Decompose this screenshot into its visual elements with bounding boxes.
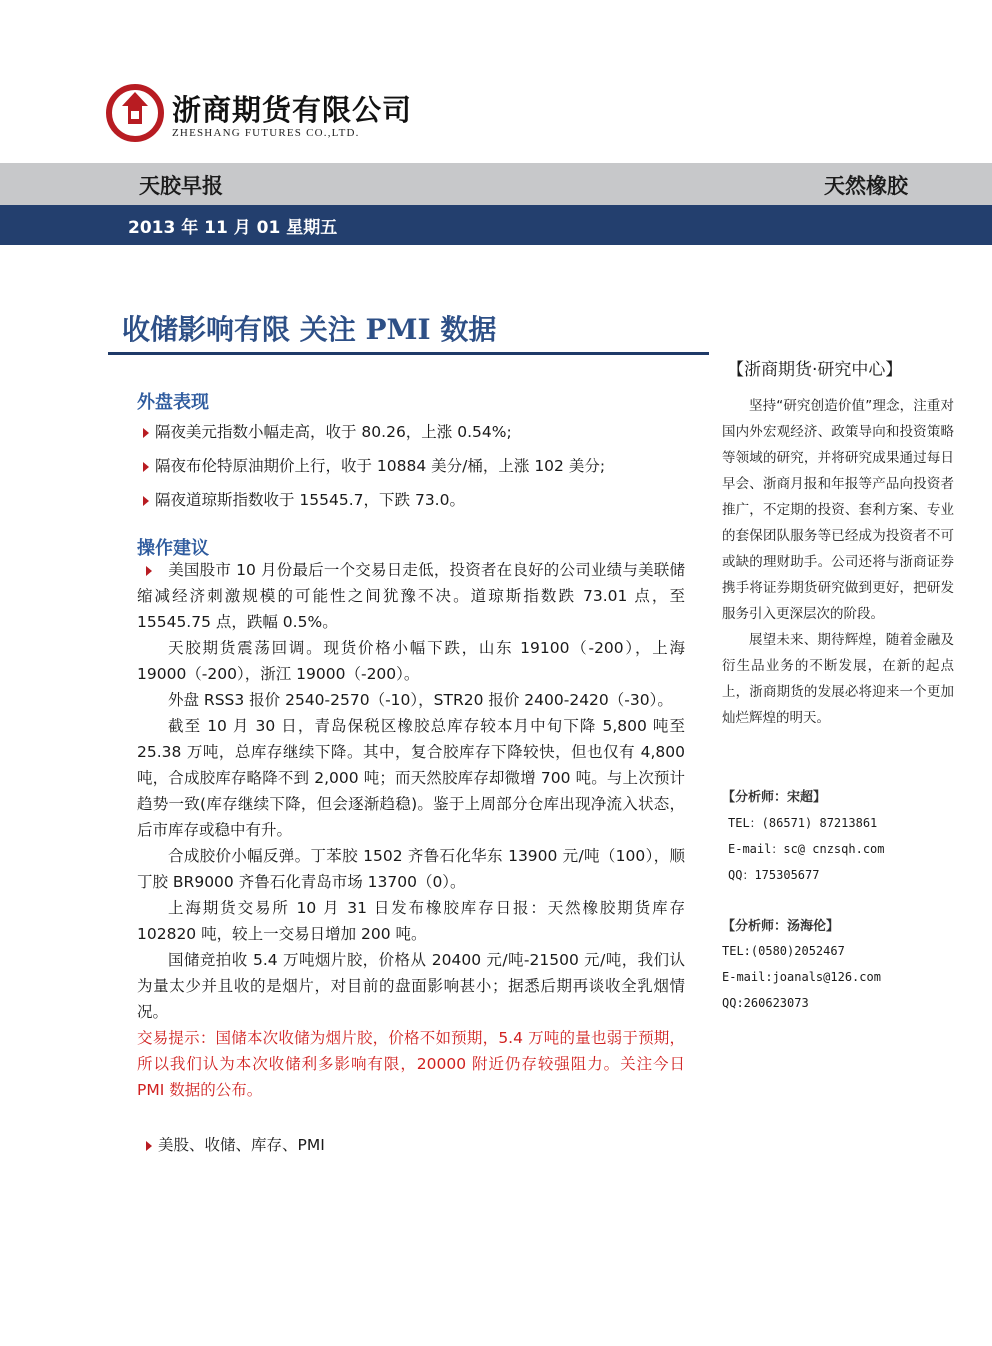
advice-paragraph: 外盘 RSS3 报价 2540-2570（-10），STR20 报价 2400-2420（-30）。 (168, 691, 673, 709)
analyst-1-tel: TEL：(86571) 87213861 (728, 816, 878, 830)
section-title-overseas: 外盘表现 (137, 392, 209, 413)
bullet-arrow-icon (143, 496, 149, 506)
advice-paragraph: 截至 10 月 30 日，青岛保税区橡胶总库存较本月中旬下降 5,800 吨至 25.38 万吨，总库存继续下降。其中，复合胶库存下降较快，但也仅有 4,800 吨，合成胶库存略降不到 2,000 吨；而天然胶库存却微增 700 吨。与上次预计趋势一致(库存继续下降，但会逐渐趋稳)。鉴于上周部分仓库出现净流入状态，后市库存或稳中有升。 (137, 717, 685, 839)
analyst-2-title: 【分析师：汤海伦】 (722, 919, 840, 934)
report-category: 天然橡胶 (824, 174, 908, 198)
overseas-item: 隔夜布伦特原油期价上行，收于 10884 美分/桶，上涨 102 美分; (143, 454, 605, 476)
advice-paragraph: 上海期货交易所 10 月 31 日发布橡胶库存日报：天然橡胶期货库存 102820 吨，较上一交易日增加 200 吨。 (137, 899, 685, 943)
bullet-arrow-icon (146, 1141, 152, 1151)
section-title-advice: 操作建议 (137, 538, 209, 559)
research-center-heading: 【浙商期货·研究中心】 (727, 360, 903, 380)
company-name-en: ZHESHANG FUTURES CO.,LTD. (172, 127, 360, 139)
company-logo-icon (106, 84, 164, 142)
analyst-2-qq: QQ:260623073 (722, 996, 809, 1010)
research-center-intro (722, 393, 954, 731)
bullet-arrow-icon (143, 428, 149, 438)
overseas-item: 隔夜道琼斯指数收于 15545.7，下跌 73.0。 (143, 488, 465, 510)
intro-paragraph: 坚持“研究创造价值”理念，注重对国内外宏观经济、政策导向和投资策略等领域的研究，并将研究成果通过每日早会、浙商月报和年报等产品向投资者推广，不定期的投资、套利方案、专业的套保团队服务等已经成为投资者不可或缺的理财助手。公司还将与浙商证券携手将证券期货研究做到更好，把研发服务引入更深层次的阶段。 (722, 398, 954, 622)
analyst-2-email: E-mail:joanals@126.com (722, 970, 881, 984)
bullet-arrow-icon (146, 566, 152, 576)
report-name: 天胶早报 (139, 174, 223, 198)
trading-tip: 交易提示：国储本次收储为烟片胶，价格不如预期，5.4 万吨的量也弱于预期，所以我们认为本次收储利多影响有限，20000 附近仍存较强阻力。关注今日 PMI 数据的公布。 (137, 1029, 685, 1099)
analyst-1-title: 【分析师：宋超】 (722, 790, 827, 805)
analyst-1-qq: QQ：175305677 (728, 868, 820, 882)
intro-paragraph: 展望未来、期待辉煌，随着金融及衍生品业务的不断发展，在新的起点上，浙商期货的发展必将迎来一个更加灿烂辉煌的明天。 (722, 632, 954, 726)
overseas-item: 隔夜美元指数小幅走高，收于 80.26，上涨 0.54%; (143, 420, 512, 442)
bullet-arrow-icon (143, 462, 149, 472)
headline-divider (108, 352, 709, 355)
advice-paragraph: 美国股市 10 月份最后一个交易日走低，投资者在良好的公司业绩与美联储缩减经济刺激规模的可能性之间犹豫不决。道琼斯指数跌 73.01 点，至 15545.75 点，跌幅 0.5%。 (137, 561, 685, 631)
advice-paragraph: 天胶期货震荡回调。现货价格小幅下跌，山东 19100（-200），上海 19000（-200），浙江 19000（-200）。 (137, 639, 685, 683)
keywords: 美股、收储、库存、PMI (146, 1133, 325, 1155)
report-date: 2013 年 11 月 01 星期五 (128, 218, 338, 238)
analyst-1-email: E-mail：sc@ cnzsqh.com (728, 842, 885, 856)
advice-paragraph: 国储竞拍收 5.4 万吨烟片胶，价格从 20400 元/吨-21500 元/吨，我们认为量太少并且收的是烟片，对目前的盘面影响甚小；据悉后期再谈收全乳烟情况。 (137, 951, 685, 1021)
advice-paragraph: 合成胶价小幅反弹。丁苯胶 1502 齐鲁石化华东 13900 元/吨（100），顺丁胶 BR9000 齐鲁石化青岛市场 13700（0）。 (137, 847, 685, 891)
headline: 收储影响有限 关注 PMI 数据 (122, 313, 497, 346)
analyst-2-tel: TEL:(0580)2052467 (722, 944, 845, 958)
advice-body (137, 557, 685, 1103)
company-name-cn: 浙商期货有限公司 (172, 93, 413, 127)
